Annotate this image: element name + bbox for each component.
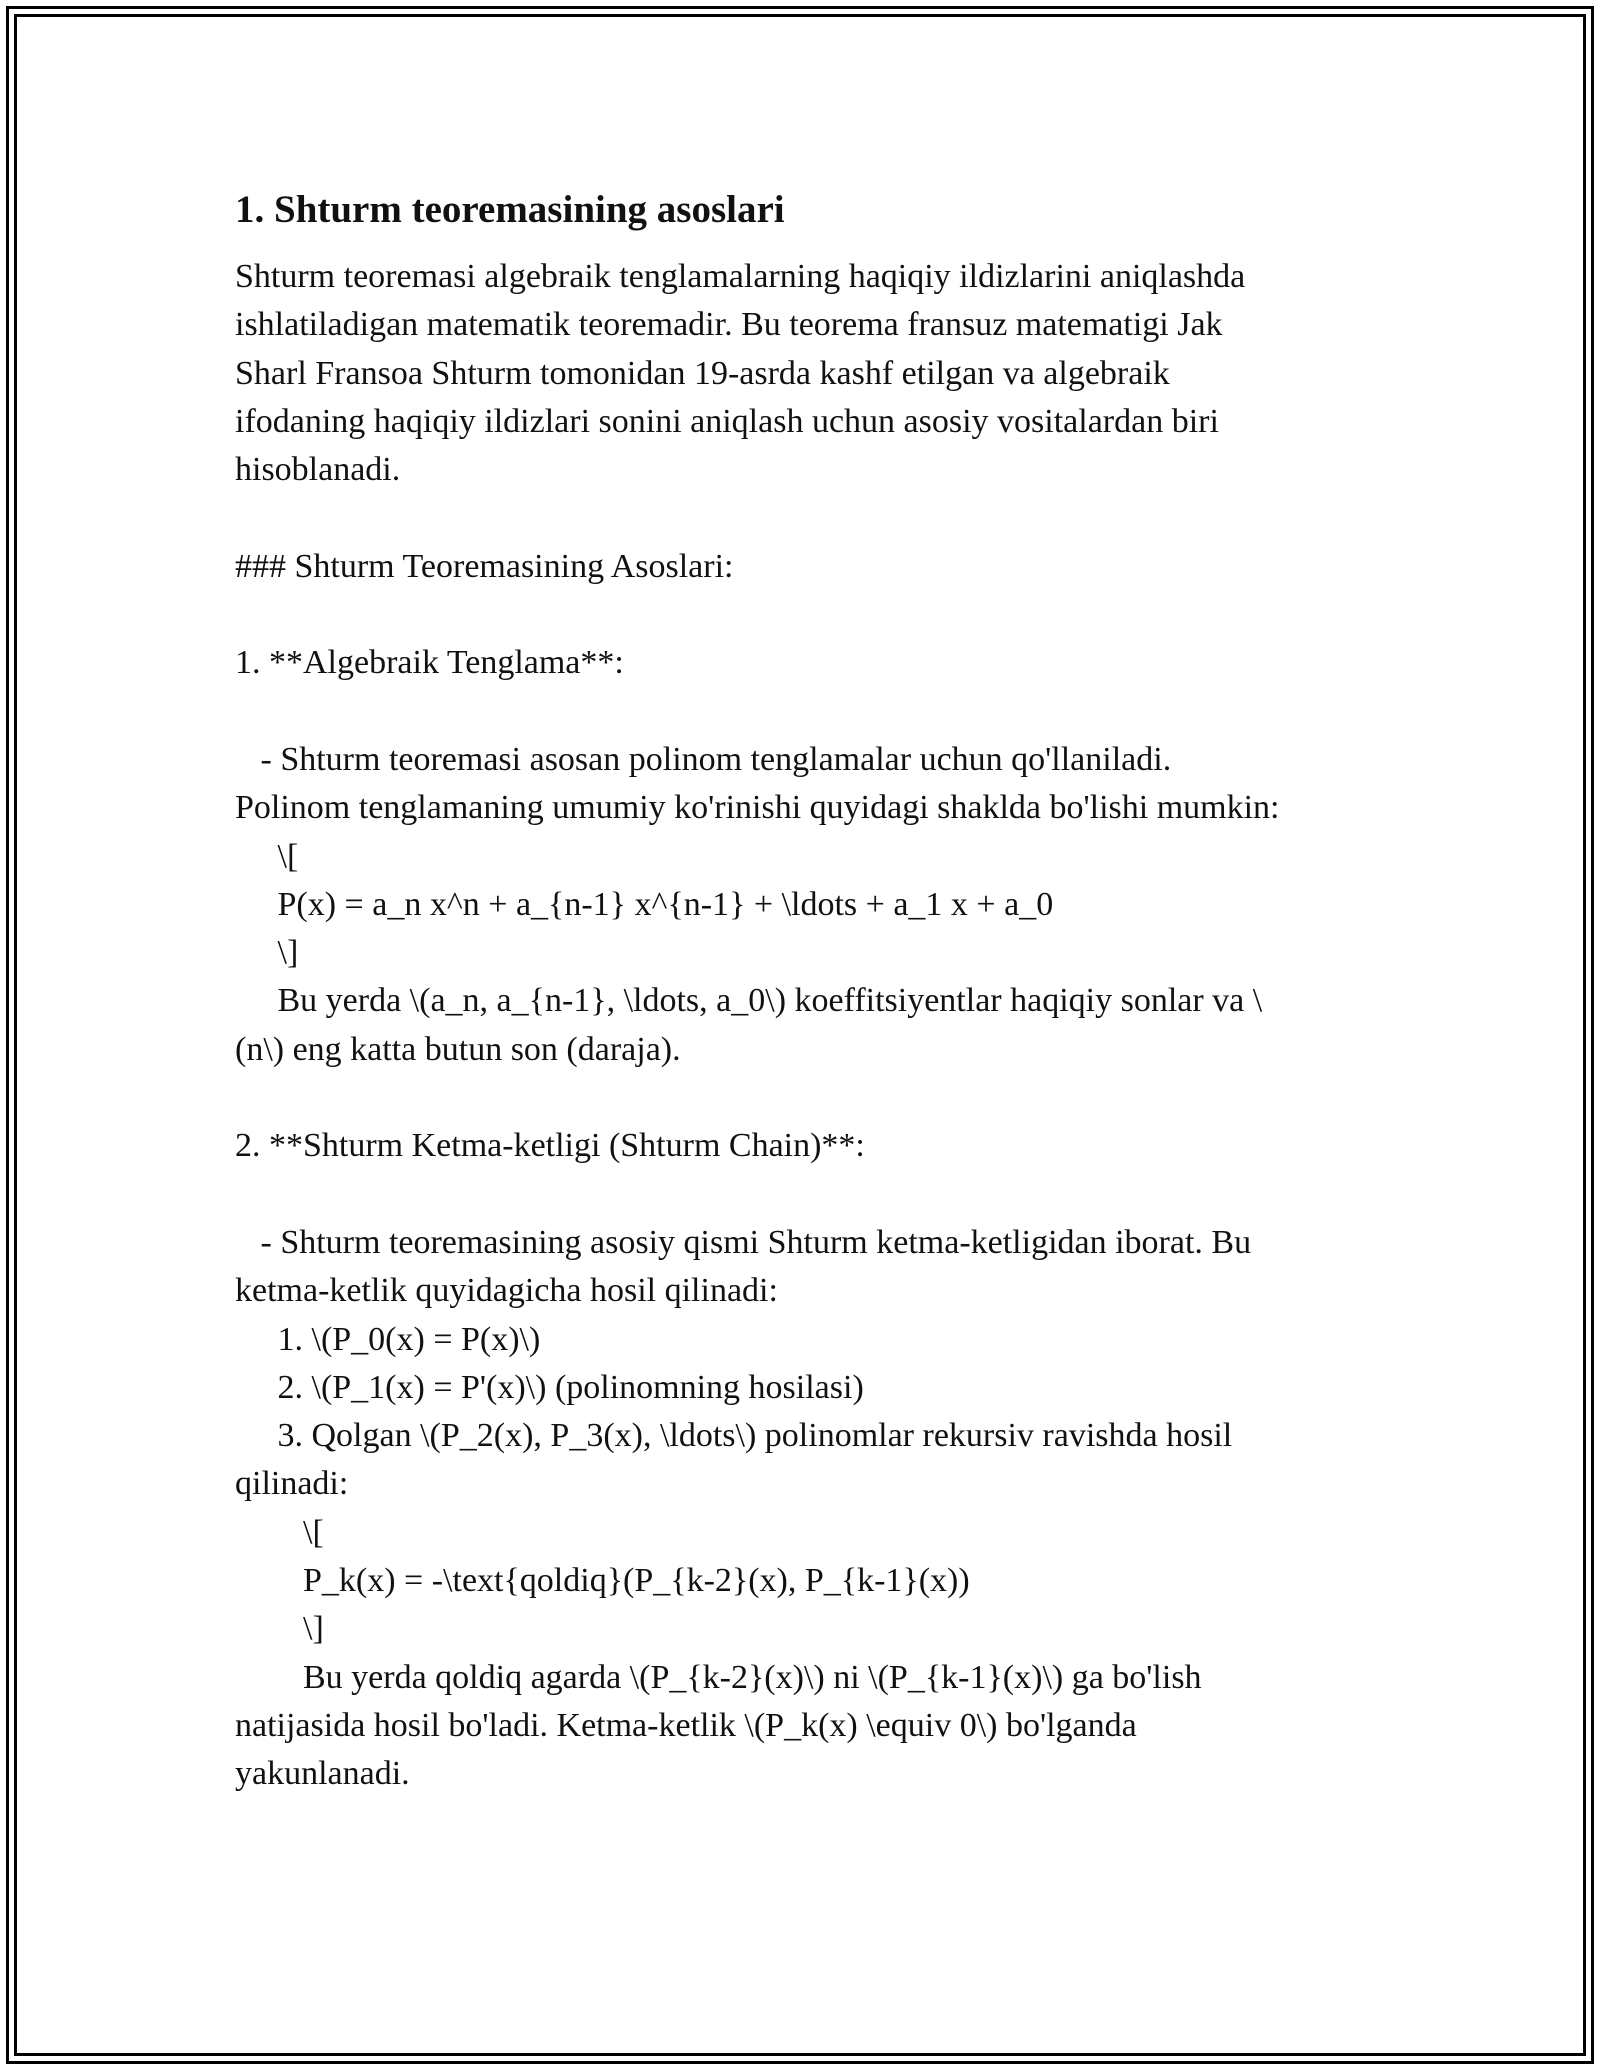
document-title: 1. Shturm teoremasining asoslari (235, 188, 785, 231)
document-body: Shturm teoremasi algebraik tenglamalarning haqiqiy ildizlarini aniqlashda ishlatiladigan matematik teoremadir. Bu teorema fransuz matematigi Jak Sharl Fransoa Shturm tomonidan 19-asrda kashf etilgan va algebraik ifodaning haqiqiy ildizlari sonini aniqlash uchun asosiy vositalardan biri hisoblanadi. ### Shturm Teoremasining Asoslari: 1. **Algebraik Tenglama**: - Shturm teoremasi asosan polinom tenglamalar uchun qo'llaniladi. Polinom tenglamaning umumiy ko'rinishi quyidagi shaklda bo'lishi mumkin: \[ P(x) = a_n x^n + a_{n-1} x^{n-1} + \ldots + a_1 x + a_0 \] Bu yerda \(a_n, a_{n-1}, \ldots, a_0\) koeffitsiyentlar haqiqiy sonlar va \ (n\) eng katta butun son (daraja). 2. **Shturm Ketma-ketligi (Shturm Chain)**: - Shturm teoremasining asosiy qismi Shturm ketma-ketligidan iborat. Bu ketma-ketlik quyidagicha hosil qilinadi: 1. \(P_0(x) = P(x)\) 2. \(P_1(x) = P'(x)\) (polinomning hosilasi) 3. Qolgan \(P_2(x), P_3(x), \ldots\) polinomlar rekursiv ravishda hosil qilinadi: \[ P_k(x) = -\text{qoldiq}(P_{k-2}(x), P_{k-1}(x)) \] Bu yerda qoldiq agarda \(P_{k-2}(x)\) ni \(P_{k-1}(x)\) ga bo'lish natijasida hosil bo'ladi. Ketma-ketlik \(P_k(x) \equiv 0\) bo'lganda yakunlanadi. (235, 258, 1280, 1793)
document-content (235, 185, 1395, 1799)
